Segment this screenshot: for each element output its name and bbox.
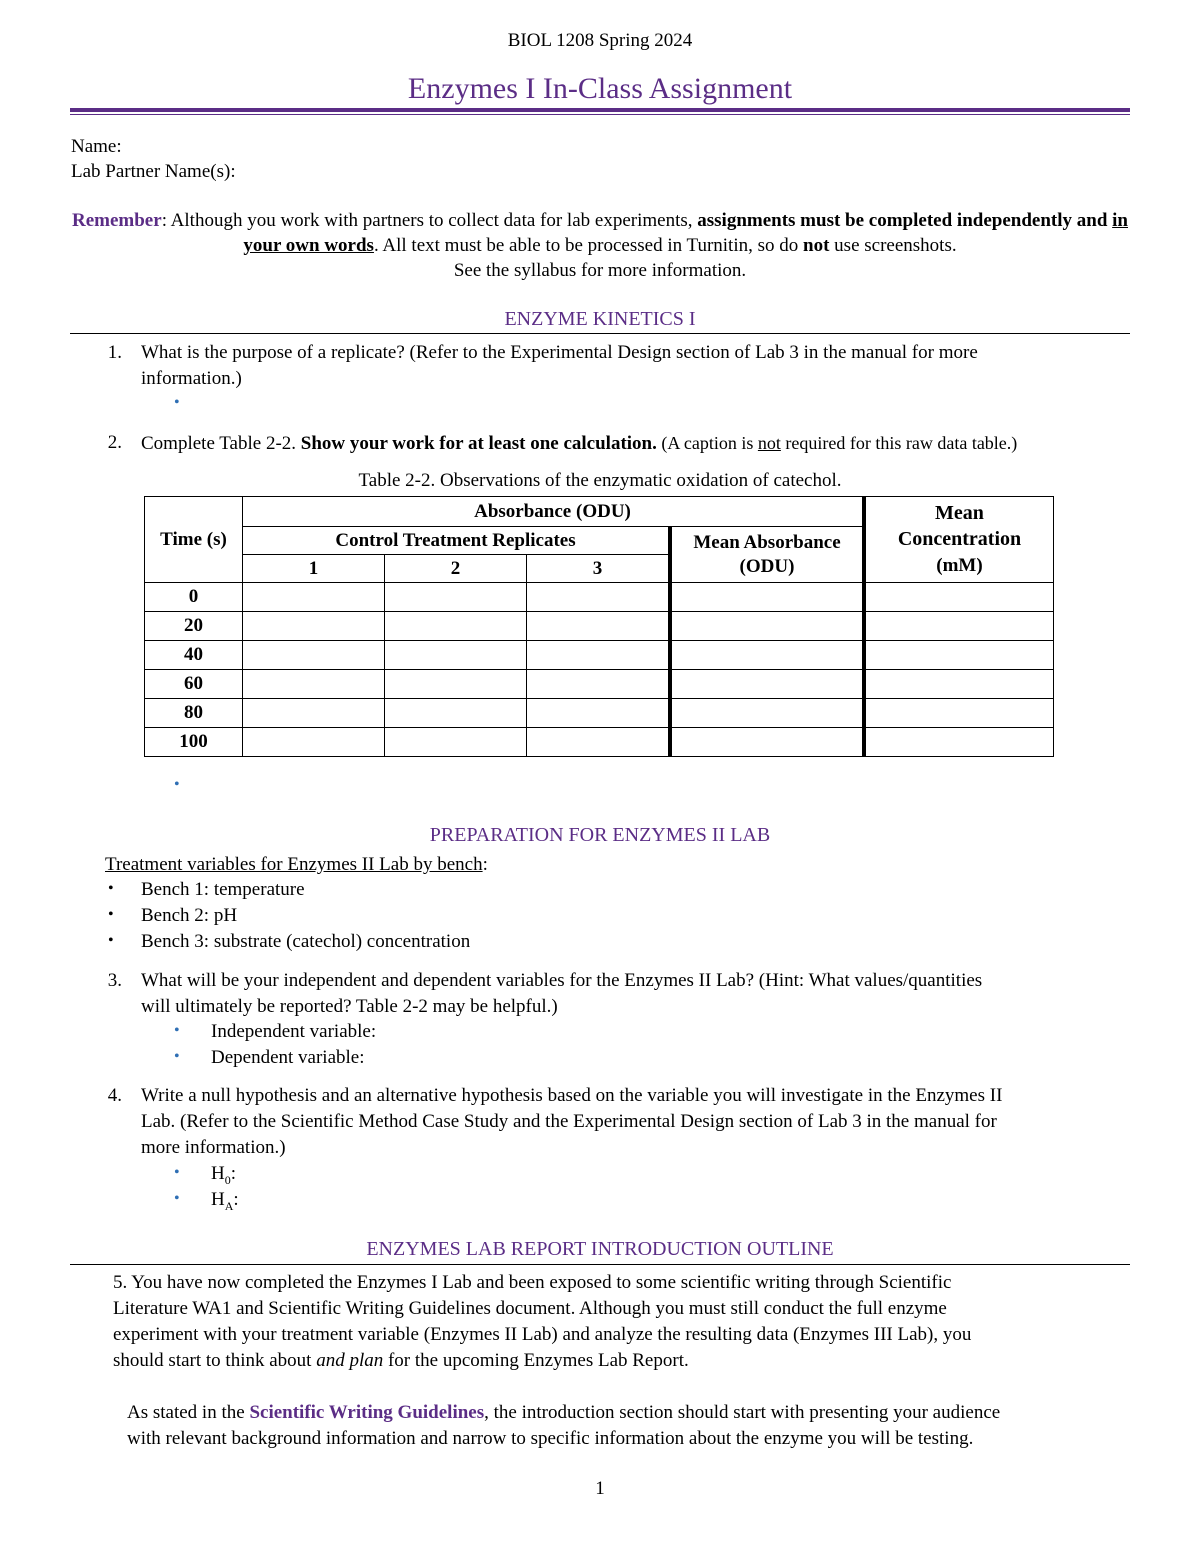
alt-hypothesis-label: $H_A$: — [211, 1189, 239, 1213]
q4-text: Write a null hypothesis and an alternative hypothesis based on the variable you will investigate in the Enzymes II Lab. (Refer to the Scientific Method Case Study and the Experimental Design section of Lab 3 in the manual for more information.) — [141, 1085, 1003, 1158]
guidelines-link[interactable]: Scientific Writing Guidelines — [249, 1402, 485, 1423]
time-cell: 20 — [145, 612, 243, 641]
q3-text: What will be your independent and dependent variables for the Enzymes II Lab? (Hint: What values/quantities will ultimately be reported? Table 2-2 may be helpful.) — [141, 970, 983, 1017]
answer-bullet: • — [174, 1048, 180, 1065]
section-rule — [70, 333, 1130, 334]
list-bullet: • — [108, 906, 114, 923]
table-caption: Table 2-2. Observations of the enzymatic oxidation of catechol. — [358, 470, 842, 491]
list-bullet: • — [108, 880, 114, 897]
time-cell: 40 — [145, 641, 243, 670]
independent-variable-label: Independent variable: — [211, 1021, 377, 1042]
replicate-2-header: 2 — [385, 555, 527, 583]
time-cell: 100 — [145, 728, 243, 757]
name-field-label: Name: — [71, 136, 122, 157]
replicate-1-header: 1 — [243, 555, 385, 583]
answer-bullet: • — [174, 1190, 180, 1207]
q2-number: 2. — [107, 432, 122, 453]
section-heading-preparation: PREPARATION FOR ENZYMES II LAB — [429, 824, 771, 846]
time-header: Time (s) — [145, 497, 243, 583]
q1-text: What is the purpose of a replicate? (Refer to the Experimental Design section of Lab 3 in the manual for more information.) — [141, 342, 978, 389]
title-rule-thin — [70, 114, 1130, 115]
list-bullet: • — [108, 932, 114, 949]
dependent-variable-label: Dependent variable: — [211, 1047, 365, 1068]
course-header: BIOL 1208 Spring 2024 — [507, 30, 693, 51]
time-cell: 80 — [145, 699, 243, 728]
replicate-3-header: 3 — [527, 555, 671, 583]
answer-bullet: • — [174, 1164, 180, 1181]
q3-number: 3. — [107, 970, 122, 991]
section-heading-kinetics: ENZYME KINETICS I — [504, 308, 696, 330]
table-row — [145, 728, 1054, 757]
mean-absorbance-header: Mean Absorbance (ODU) — [670, 527, 864, 583]
table-row — [145, 612, 1054, 641]
treatment-heading: Treatment variables for Enzymes II Lab by bench: — [105, 854, 488, 875]
remember-notice: Remember: Although you work with partners to collect data for lab experiments, assignments must be completed independently and in your own words. All text must be able to be processed in Turnitin, so do not use screenshots. See the syllabus for more information. — [72, 210, 1128, 281]
guidelines-paragraph: As stated in the Scientific Writing Guidelines, the introduction section should start with presenting your audience with relevant background information and narrow to specific information about the enzyme you will be testing. — [127, 1402, 1001, 1449]
section-heading-intro-outline: ENZYMES LAB REPORT INTRODUCTION OUTLINE — [366, 1238, 834, 1260]
mean-concentration-header: Mean Concentration (mM) — [864, 497, 1054, 583]
answer-bullet: • — [174, 776, 180, 793]
table-row — [145, 641, 1054, 670]
table-row — [145, 699, 1054, 728]
table-2-2 — [144, 496, 1054, 757]
bench-2: Bench 2: pH — [141, 905, 238, 926]
table-row — [145, 583, 1054, 612]
q2-text: Complete Table 2-2. Show your work for at least one calculation. (A caption is not required for this raw data table.) — [141, 433, 1018, 454]
page-title: Enzymes I In-Class Assignment — [407, 72, 793, 105]
control-replicates-header: Control Treatment Replicates — [243, 527, 671, 555]
q4-number: 4. — [107, 1085, 122, 1106]
remember-label: Remember — [72, 210, 162, 231]
bench-3: Bench 3: substrate (catechol) concentration — [141, 931, 471, 952]
page-number: 1 — [595, 1478, 605, 1499]
answer-bullet: • — [174, 1022, 180, 1039]
partner-field-label: Lab Partner Name(s): — [71, 161, 236, 182]
time-cell: 0 — [145, 583, 243, 612]
absorbance-header: Absorbance (ODU) — [243, 497, 865, 527]
table-row — [145, 670, 1054, 699]
answer-bullet: • — [174, 394, 180, 411]
bench-1: Bench 1: temperature — [141, 879, 305, 900]
section-rule — [70, 1264, 1130, 1265]
title-rule — [70, 108, 1130, 112]
time-cell: 60 — [145, 670, 243, 699]
q1-number: 1. — [107, 342, 122, 363]
q5-text: 5. You have now completed the Enzymes I Lab and been exposed to some scientific writing through Scientific Literature WA1 and Scientific Writing Guidelines document. Although you must still conduct the full enzyme experiment with your treatment variable (Enzymes II Lab) and analyze the resulting data (Enzymes III Lab), you should start to think about and plan for the upcoming Enzymes Lab Report. — [113, 1272, 972, 1371]
null-hypothesis-label: $H_0$: — [211, 1163, 237, 1187]
